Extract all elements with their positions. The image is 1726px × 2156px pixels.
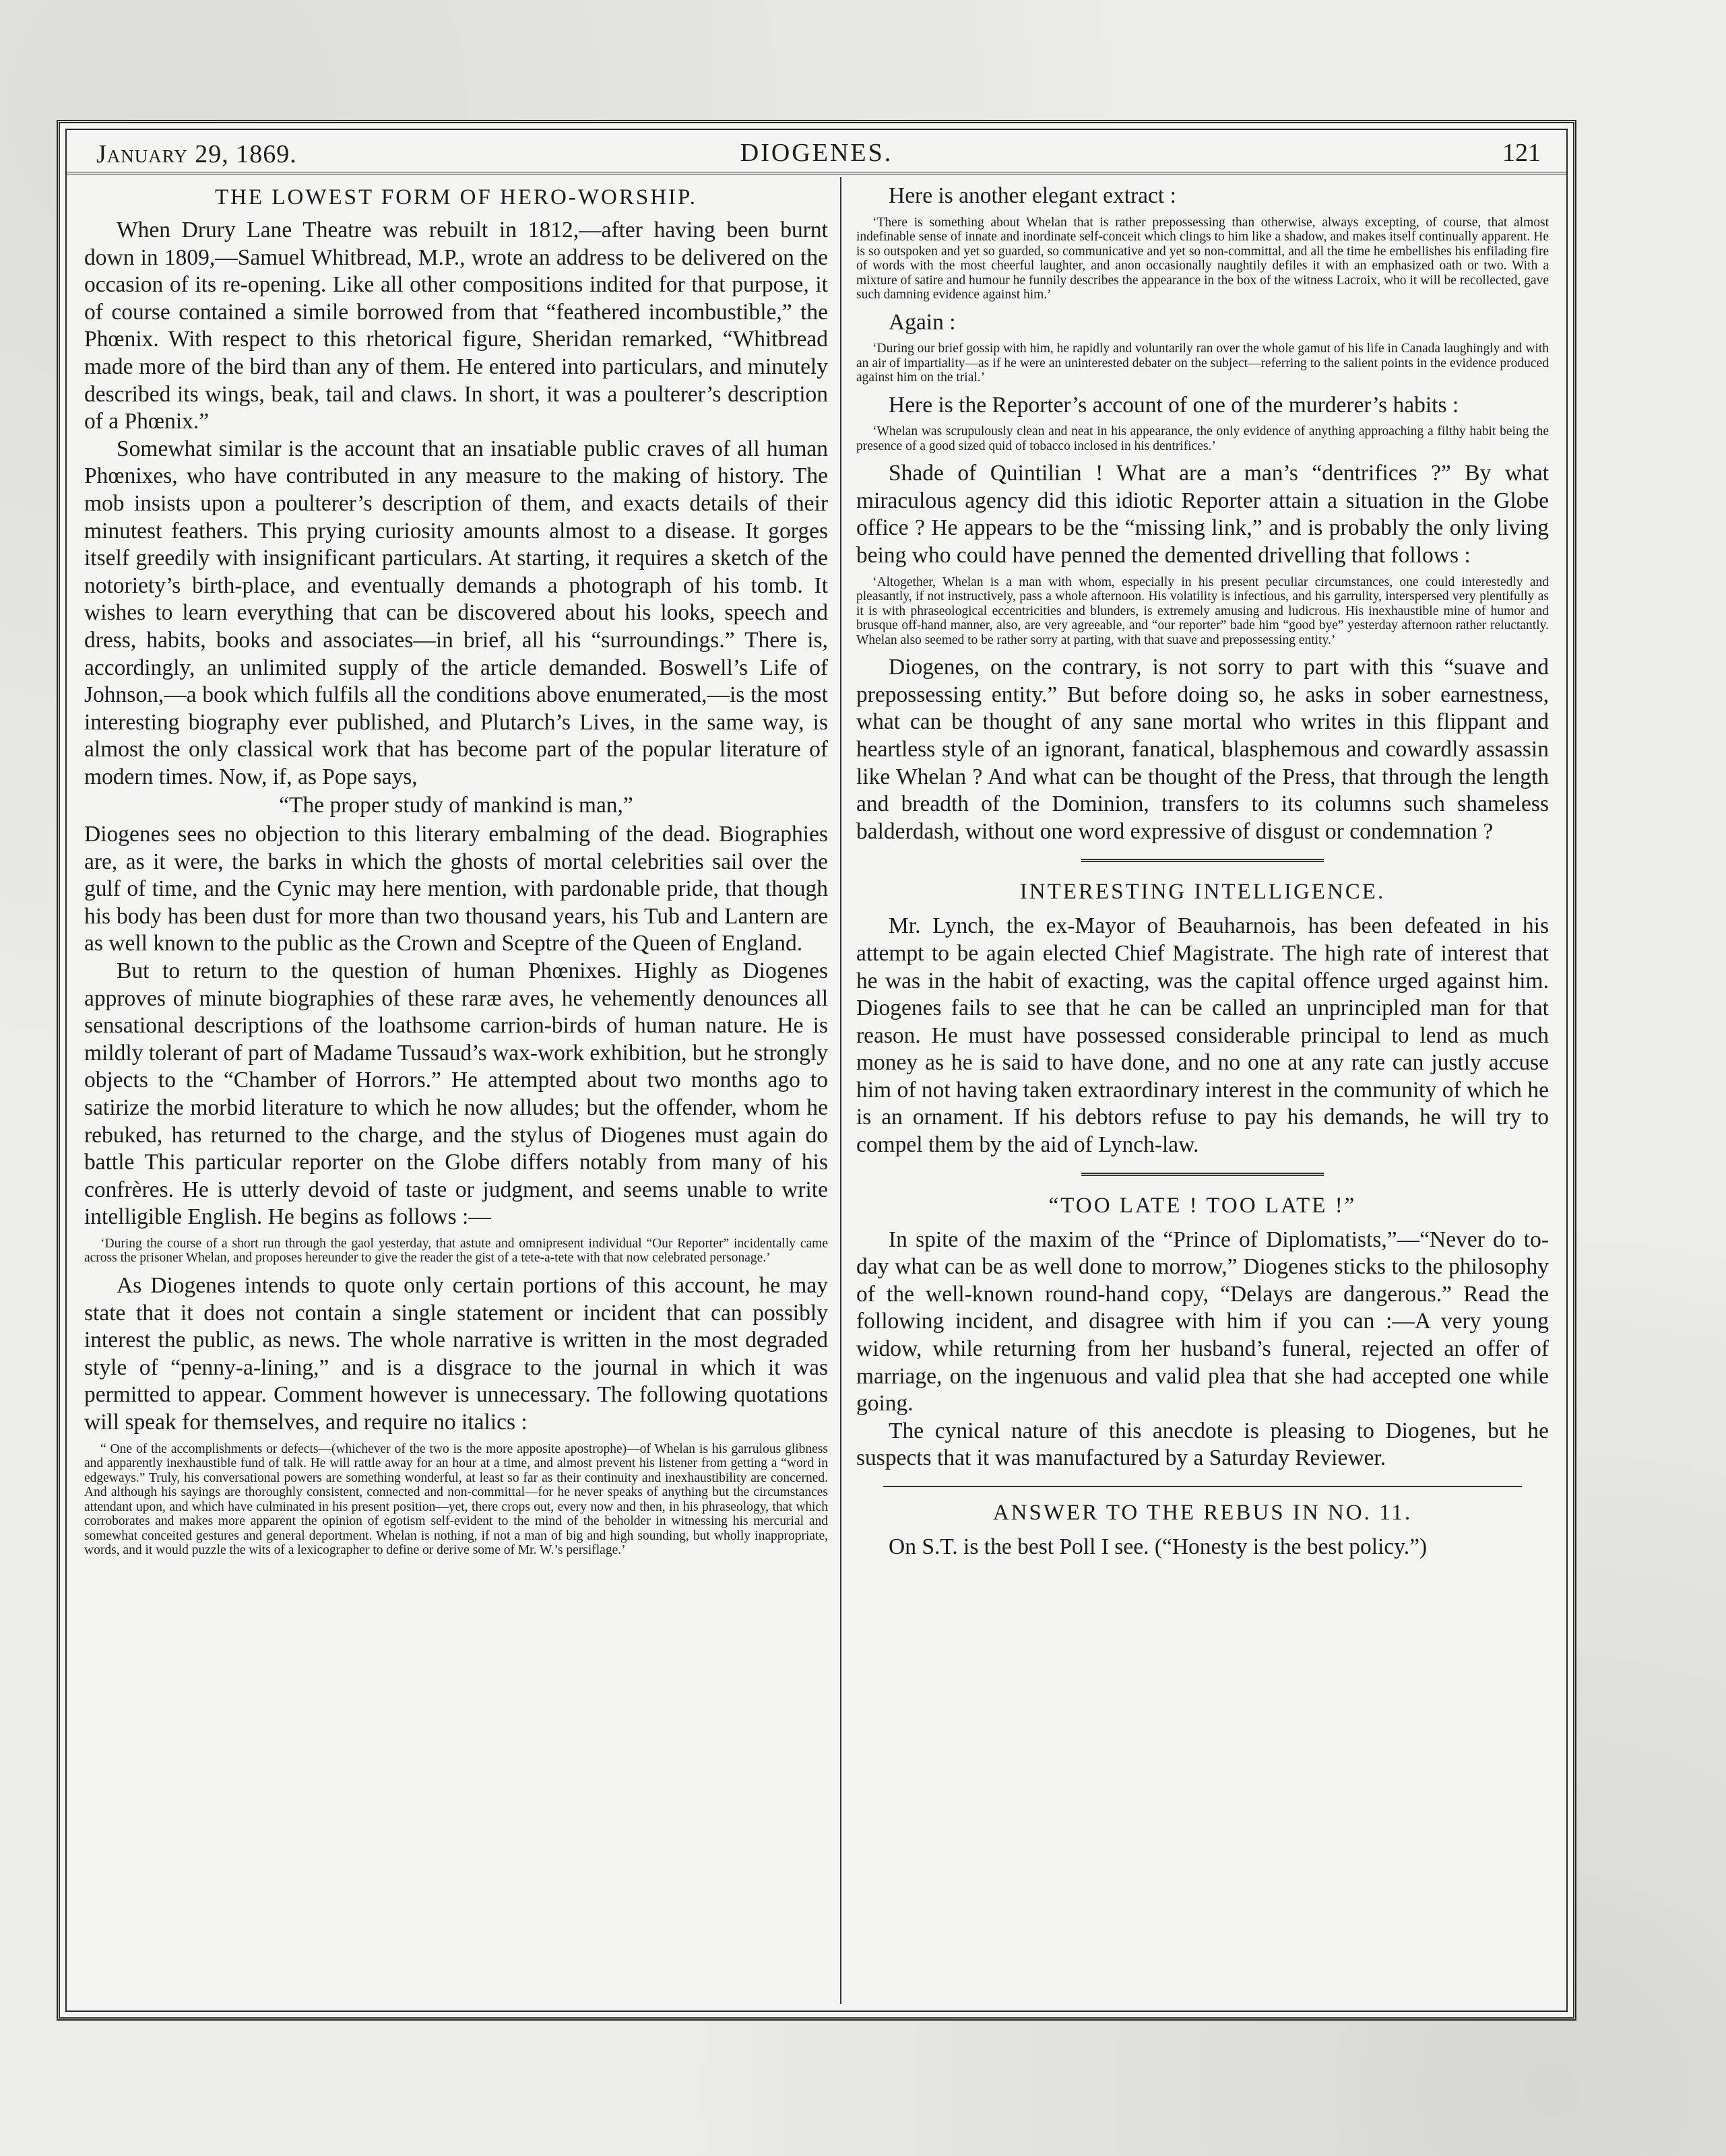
- page-number: 121: [1502, 139, 1541, 167]
- block-quotation: ‘During the course of a short run through the gaol yesterday, that astute and omnipresent individual “Our Reporter” incidentally came across the prisoner Whelan, and proposes hereunder to give the reader the gist of a tete-a-tete with that now celebrated personage.’: [84, 1236, 828, 1266]
- block-quotation: “ One of the accomplishments or defects—(whichever of the two is the more apposite apostrophe)—of Whelan is his garrulous glibness and apparently inexhaustible fund of talk. He will rattle away for an hour at a time, and almost prevent his listener from getting a “word in edgeways.” Truly, his conversational powers are something wonderful, at least so far as their continuity and inexhaustibility are concerned. And although his sayings are thoroughly consistent, connected and non-committal—for he never speaks of anything but the circumstances attendant upon, and which have culminated in his present position—yet, there crops out, every now and then, in his phraseology, that which corroborates and makes more apparent the opinion of egotism self-evident to the mind of the beholder in witnessing his mercurial and somewhat conceited gestures and general deportment. Whelan is nothing, if not a man of big and high sounding, but wholly inappropriate, words, and it would puzzle the wits of a lexicographer to define or derive some of Mr. W.’s persiflage.’: [84, 1441, 828, 1558]
- block-quotation: ‘Whelan was scrupulously clean and neat in his appearance, the only evidence of anything approaching a filthy habit being the presence of a good sized quid of tobacco inclosed in his dentrifices.’: [856, 424, 1549, 453]
- paragraph: Diogenes sees no objection to this literary embalming of the dead. Biographies are, as it were, the barks in which the ghosts of mortal celebrities sail over the gulf of time, and the Cynic may here mention, with pardonable pride, that though his body has been dust for more than two thousand years, his Tub and Lantern are as well known to the public as the Crown and Sceptre of the Queen of England.: [84, 822, 828, 956]
- paragraph: Here is another elegant extract :: [889, 183, 1176, 208]
- page-border: [57, 120, 1576, 2021]
- section-title: INTERESTING INTELLIGENCE.: [1019, 880, 1386, 905]
- paragraph: But to return to the question of human Phœnixes. Highly as Diogenes approves of minute biographies of these raræ aves, he vehemently denounces all sensational descriptions of the loathsome carrion-birds of human nature. He is mildly tolerant of part of Madame Tussaud’s wax-work exhibition, but he strongly objects to the “Chamber of Horrors.” He attempted about two months ago to satirize the morbid literature to which he now alludes; but the offender, whom he rebuked, has returned to the charge, and the stylus of Diogenes must again do battle This particular reporter on the Globe differs notably from many of his confrères. He is utterly devoid of taste or judgment, and seems unable to write intelligible English. He begins as follows :—: [84, 958, 828, 1230]
- paragraph: On S.T. is the best Poll I see. (“Honesty is the best policy.”): [889, 1534, 1428, 1559]
- section-rule: [1081, 1173, 1324, 1180]
- paragraph: Diogenes, on the contrary, is not sorry to part with this “suave and prepossessing entity.” But before doing so, he asks in sober earnestness, what can be thought of any sane mortal who writes in this flippant and heartless style of an ignorant, fanatical, blasphemous and cowardly assassin like Whelan ? And what can be thought of the Press, that through the length and breadth of the Dominion, transfers to its columns such shameless balderdash, without one word expressive of disgust or condemnation ?: [856, 655, 1549, 844]
- block-quotation: ‘Altogether, Whelan is a man with whom, especially in his present peculiar circumstances, one could interestedly and pleasantly, if not instructively, pass a whole afternoon. His volatility is infectious, and his garrulity, interspersed very plentifully as it is with phraseological eccentricities and blunders, is extremely amusing and ludicrous. His inexhaustible mine of humor and brusque off-hand manner, also, are very agreeable, and “our reporter” bade him “good bye” yesterday afternoon rather reluctantly. Whelan also seemed to be rather sorry at parting, with that suave and prepossessing entity.’: [856, 575, 1549, 647]
- issue-date: January 29, 1869.: [96, 140, 297, 168]
- section-title: “TOO LATE ! TOO LATE !”: [1048, 1193, 1357, 1218]
- paragraph: When Drury Lane Theatre was rebuilt in 1812,—after having been burnt down in 1809,—Samuel Whitbread, M.P., wrote an address to be delivered on the occasion of its re-opening. Like all other compositions indited for that purpose, it of course contained a simile borrowed from that “feathered incombustible,” the Phœnix. With respect to this rhetorical figure, Sheridan remarked, “Whitbread made more of the bird than any of them. He entered into particulars, and minutely described its wings, beak, tail and claws. In short, it was a poulterer’s description of a Phœnix.”: [84, 218, 828, 434]
- masthead: DIOGENES.: [740, 139, 893, 167]
- paragraph: Mr. Lynch, the ex-Mayor of Beauharnois, has been defeated in his attempt to be again elected Chief Magistrate. The high rate of interest that he was in the habit of exacting, was the capital offence urged against him. Diogenes fails to see that he can be called an unprincipled man for that reason. He must have possessed considerable principal to lend as much money as he is said to have done, and no one at any rate can justly accuse him of not having taken extraordinary interest in the community of which he is an ornament. If his debtors refuse to pay his demands, he will try to compel them by the aid of Lynch-law.: [856, 913, 1549, 1158]
- section-title: ANSWER TO THE REBUS IN NO. 11.: [992, 1501, 1413, 1525]
- paragraph: Shade of Quintilian ! What are a man’s “dentrifices ?” By what miraculous agency did this idiotic Reporter attain a situation in the Globe office ? He appears to be the “missing link,” and is probably the only living being who could have penned the demented drivelling that follows :: [856, 461, 1549, 568]
- section-rule: [883, 1486, 1522, 1487]
- block-quotation: ‘There is something about Whelan that is rather prepossessing than otherwise, always excepting, of course, that almost indefinable sense of innate and inordinate self-conceit which clings to him like a shadow, and makes itself continually apparent. He is so outspoken and yet so guarded, so communicative and yet so non-committal, and all the time he embellishes his enfilading fire of words with the most cheerful laughter, and anon occasionally naughtily defiles it with an emphasized oath or two. With a mixture of satire and humour he funnily describes the appearance in the box of the witness Lacroix, who it will be recollected, gave such damning evidence against him.’: [856, 215, 1549, 302]
- paragraph: The cynical nature of this anecdote is pleasing to Diogenes, but he suspects that it was manufactured by a Saturday Reviewer.: [856, 1418, 1549, 1471]
- page-header: [67, 130, 1566, 174]
- paragraph: Again :: [889, 309, 956, 335]
- section-rule: [1081, 859, 1324, 866]
- right-column: [856, 183, 1549, 2001]
- block-quotation: ‘During our brief gossip with him, he rapidly and voluntarily ran over the whole gamut of his life in Canada laughingly and with an air of impartiality—as if he were an uninterested debater on the subject—referring to the salient points in the evidence produced against him on the trial.’: [856, 341, 1549, 385]
- paragraph: As Diogenes intends to quote only certain portions of this account, he may state that it does not contain a single statement or incident that can possibly interest the public, as news. The whole narrative is written in the most degraded style of “penny-a-lining,” and is a disgrace to the journal in which it was permitted to appear. Comment however is unnecessary. The following quotations will speak for themselves, and require no italics :: [84, 1272, 828, 1435]
- verse-quotation: “The proper study of mankind is man,”: [279, 793, 633, 818]
- paragraph: In spite of the maxim of the “Prince of Diplomatists,”—“Never do to-day what can be as well done to morrow,” Diogenes sticks to the philosophy of the well-known round-hand copy, “Delays are dangerous.” Read the following incident, and disagree with him if you can :—A very young widow, while returning from her husband’s funeral, rejected an offer of marriage, on the ingenuous and valid plea that she had accepted one while going.: [856, 1227, 1549, 1416]
- article-title: THE LOWEST FORM OF HERO-WORSHIP.: [214, 185, 697, 209]
- paragraph: Here is the Reporter’s account of one of the murderer’s habits :: [889, 392, 1459, 418]
- column-divider: [840, 177, 841, 2004]
- left-column: [84, 183, 828, 2001]
- paragraph: Somewhat similar is the account that an insatiable public craves of all human Phœnixes, who have contributed in any measure to the making of history. The mob insists upon a poulterer’s description of them, and exacts details of their minutest feathers. This prying curiosity amounts almost to a disease. It gorges itself greedily with insignificant particulars. At starting, it requires a sketch of the notoriety’s birth-place, and eventually demands a photograph of his tomb. It wishes to learn everything that can be discovered about his looks, speech and dress, habits, books and associates—in brief, all his “surroundings.” There is, accordingly, an unlimited supply of the article demanded. Boswell’s Life of Johnson,—a book which fulfils all the conditions above enumerated,—is the most interesting biography ever published, and Plutarch’s Lives, in the same way, is almost the only classical work that has become part of the popular literature of modern times. Now, if, as Pope says,: [84, 436, 828, 789]
- page-inner-border: [65, 129, 1568, 2012]
